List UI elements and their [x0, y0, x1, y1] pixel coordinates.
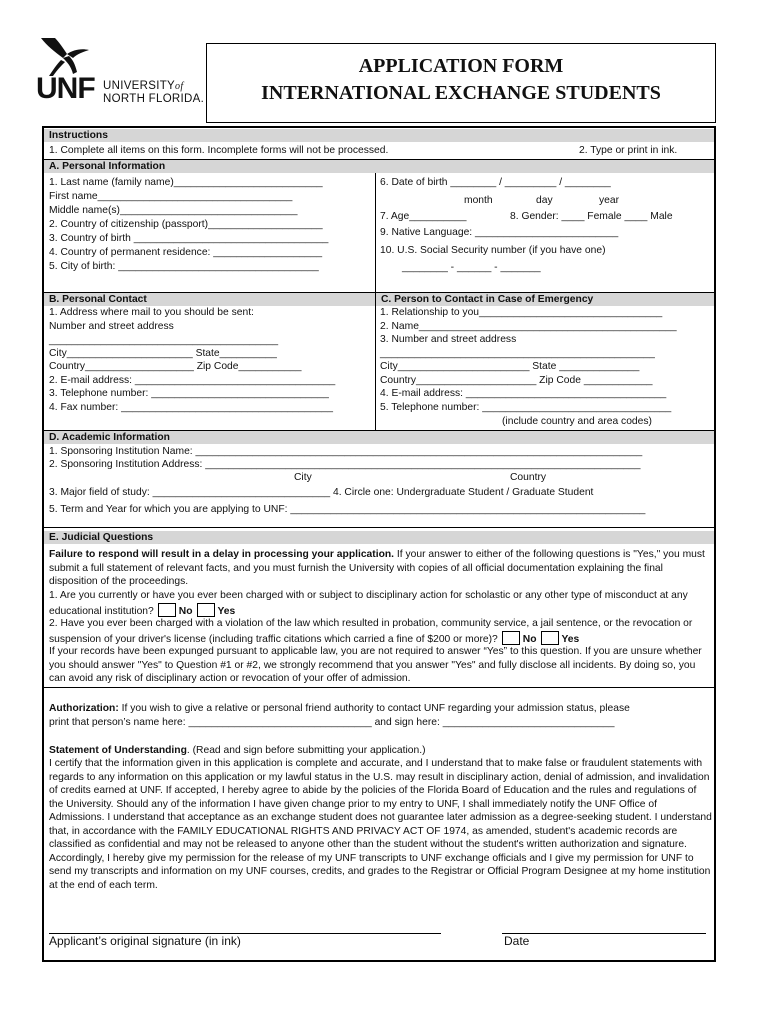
- ssn-label: 10. U.S. Social Security number (if you have one): [380, 245, 606, 256]
- q1-no-label: No: [178, 605, 193, 617]
- institution-address-field[interactable]: 2. Sponsoring Institution Address: ____________________________________________________________________________: [49, 459, 641, 470]
- mail-address-label: 1. Address where mail to you should be sent:: [49, 307, 254, 318]
- birth-country-field[interactable]: 3. Country of birth __________________________________: [49, 233, 329, 244]
- residence-field[interactable]: 4. Country of permanent residence: ___________________: [49, 247, 323, 258]
- dob-month-label: month: [464, 195, 493, 206]
- divider: [375, 293, 376, 430]
- logo-text: UNF: [36, 72, 95, 105]
- q2-no-label: No: [522, 633, 537, 645]
- citizenship-field[interactable]: 2. Country of citizenship (passport)____________________: [49, 219, 323, 230]
- country-code-note: (include country and area codes): [502, 416, 652, 427]
- last-name-field[interactable]: 1. Last name (family name)__________________________: [49, 177, 323, 188]
- telephone-field[interactable]: 3. Telephone number: _______________________________: [49, 388, 329, 399]
- judicial-intro: [49, 548, 709, 589]
- date-label: Date: [504, 934, 530, 948]
- contact-email-field[interactable]: 4. E-mail address: ___________________________________: [380, 388, 667, 399]
- title-line1: APPLICATION FORM: [358, 55, 564, 77]
- university-line2: NORTH FLORIDA.: [103, 93, 205, 105]
- university-line1: UNIVERSITY: [103, 80, 176, 92]
- contact-address-field[interactable]: ________________________________________________: [380, 348, 655, 359]
- q1-yes-label: Yes: [217, 605, 236, 617]
- university-of: of: [175, 81, 184, 92]
- age-field[interactable]: 7. Age__________: [380, 211, 467, 222]
- judicial-warning: Failure to respond will result in a delay in processing your application.: [49, 549, 395, 560]
- section-a-heading: A. Personal Information: [44, 160, 714, 173]
- dob-day-label: day: [536, 195, 553, 206]
- applicant-signature-label: Applicant’s original signature (in ink): [49, 934, 241, 948]
- birth-city-field[interactable]: 5. City of birth: ___________________________________: [49, 261, 319, 272]
- authorization-text: If you wish to give a relative or personal friend authority to contact UNF regarding your admission status, please: [118, 703, 630, 714]
- university-name: [103, 80, 204, 106]
- middle-name-field[interactable]: Middle name(s)_______________________________: [49, 205, 298, 216]
- contact-city-state-field[interactable]: City_______________________ State ______________: [380, 361, 640, 372]
- q2-yes-label: Yes: [561, 633, 580, 645]
- expunged-note: If your records have been expunged pursuant to applicable law, you are not required to answer “Yes” to this question. If you are unsure whether you should answer "Yes" to Question #1 or #2, we strongly recommend that you answer "Yes" and fully disclose all incidents. By doing so, you can avoid any risk of disciplinary action or revocation of your offer of admission.: [49, 646, 702, 684]
- gender-field[interactable]: 8. Gender: ____ Female ____ Male: [510, 211, 673, 222]
- dob-field[interactable]: 6. Date of birth ________ / _________ / ________: [380, 177, 611, 188]
- city-state-field[interactable]: City______________________ State__________: [49, 348, 277, 359]
- title-line2: INTERNATIONAL EXCHANGE STUDENTS: [261, 82, 661, 104]
- section-b-heading: B. Personal Contact: [44, 293, 375, 306]
- authorization-name-field[interactable]: print that person’s name here: ________________________________ and sign here: ______________________________: [49, 717, 615, 728]
- question-1-text: 1. Are you currently or have you ever been charged with or subject to disciplinary action for scholastic or any other type of misconduct at any educational institution?: [49, 590, 688, 617]
- statement-heading: [49, 744, 713, 758]
- contact-telephone-field[interactable]: 5. Telephone number: _________________________________: [380, 402, 672, 413]
- divider: [375, 173, 376, 293]
- section-d-heading: D. Academic Information: [44, 431, 714, 444]
- question-2: [49, 617, 713, 646]
- title-box: [206, 43, 716, 123]
- native-language-field[interactable]: 9. Native Language: _________________________: [380, 227, 619, 238]
- q1-no-checkbox[interactable]: [158, 603, 176, 617]
- statement-label: Statement of Understanding: [49, 745, 187, 756]
- section-c-heading: C. Person to Contact in Case of Emergency: [376, 293, 714, 306]
- statement-body: I certify that the information given in this application is complete and accurate, and I understand that to make false or fraudulent statements with regards to any information on this application or my lawful status in the U.S. may result in disciplinary action, denial of admission, and invalidation of credits earned at UNF. If accepted, I hereby agree to abide by the policies of the Florida Board of Education and the rules and regulations of the University. Should any of the information I have given change prior to my entry to UNF, I shall immediately notify the UNF Office of Admissions. I understand that acceptance as an exchange student does not guarantee later admission as a degree-seeking student. I understand that, in accordance with the FAMILY EDUCATIONAL RIGHTS AND PRIVACY ACT OF 1974, as amended, student's academic records are classified as confidential and may not be released to anyone other than the student without the student's written authorization and signature. Accordingly, I hereby give my permission for the release of my UNF transcripts to UNF exchange officials and I give my permission for UNF to send my transcripts and information on my UNF courses, credits, and grades to the Registrar or Official Program Designee at my home institution at the end of each term.: [49, 758, 712, 891]
- instruction-2: 2. Type or print in ink.: [579, 145, 678, 156]
- judicial-intro-text: If your answer to either of the following questions is "Yes," you must submit a full statement of relevant facts, and you must furnish the University with copies of all official documentation explaining the final disposition of the proceedings.: [49, 549, 705, 587]
- street-address-label: Number and street address: [49, 321, 174, 332]
- contact-address-label: 3. Number and street address: [380, 334, 517, 345]
- street-address-field[interactable]: ________________________________________: [49, 335, 279, 346]
- instructions-heading: Instructions: [44, 129, 714, 142]
- country-label: Country: [510, 472, 547, 483]
- dob-year-label: year: [599, 195, 620, 206]
- country-zip-field[interactable]: Country___________________ Zip Code___________: [49, 361, 302, 372]
- contact-country-zip-field[interactable]: Country_____________________ Zip Code ____________: [380, 375, 653, 386]
- contact-name-field[interactable]: 2. Name_____________________________________________: [380, 321, 677, 332]
- q2-yes-checkbox[interactable]: [541, 631, 559, 645]
- authorization-label: Authorization:: [49, 703, 119, 714]
- relationship-field[interactable]: 1. Relationship to you________________________________: [380, 307, 663, 318]
- question-2-text: 2. Have you ever been charged with a violation of the law which resulted in probation, community service, a jail sentence, or the revocation or suspension of your driver's license (including traffic citations which carried a fine of $200 or more)?: [49, 618, 693, 645]
- first-name-field[interactable]: First name__________________________________: [49, 191, 293, 202]
- fax-field[interactable]: 4. Fax number: _____________________________________: [49, 402, 333, 413]
- date-line[interactable]: [502, 933, 706, 934]
- authorization: [49, 702, 713, 716]
- section-e-heading: E. Judicial Questions: [44, 531, 714, 544]
- instruction-1: 1. Complete all items on this form. Incomplete forms will not be processed.: [49, 145, 389, 156]
- question-1: [49, 589, 709, 618]
- divider: [44, 687, 714, 688]
- city-label: City: [294, 472, 312, 483]
- application-form: [42, 126, 716, 962]
- term-field[interactable]: 5. Term and Year for which you are applying to UNF: ______________________________________________________________: [49, 504, 646, 515]
- divider: [44, 527, 714, 528]
- q2-no-checkbox[interactable]: [502, 631, 520, 645]
- ssn-field[interactable]: ________ - ______ - _______: [402, 262, 541, 273]
- email-field[interactable]: 2. E-mail address: ___________________________________: [49, 375, 336, 386]
- q1-yes-checkbox[interactable]: [197, 603, 215, 617]
- institution-name-field[interactable]: 1. Sponsoring Institution Name: ______________________________________________________________________________: [49, 446, 643, 457]
- major-field[interactable]: 3. Major field of study: _______________________________ 4. Circle one: Undergraduate Student / Graduate Student: [49, 487, 594, 498]
- statement-intro: . (Read and sign before submitting your application.): [186, 745, 426, 756]
